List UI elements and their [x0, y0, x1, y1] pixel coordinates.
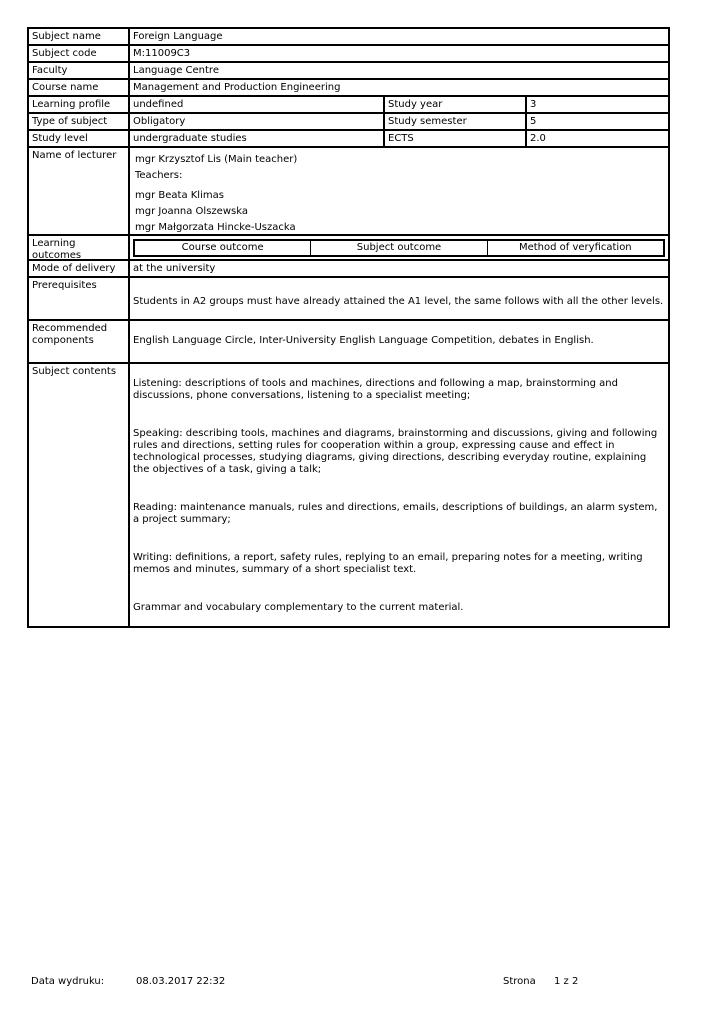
value-learning-profile: undefined: [130, 97, 385, 112]
label-subject-name: Subject name: [29, 29, 130, 44]
content-paragraph-reading: Reading: maintenance manuals, rules and directions, emails, descriptions of buildings, an alarm system, a project summary;: [133, 502, 658, 525]
label-study-level: Study level: [29, 131, 130, 146]
row-subject-name: [29, 29, 668, 46]
page-number: 1 z 2: [554, 976, 579, 987]
row-learning-profile: [29, 97, 668, 114]
value-prerequisites: Students in A2 groups must have already attained the A1 level, the same follows with all the other levels.: [133, 295, 664, 307]
value-study-level: undergraduate studies: [130, 131, 385, 146]
subject-contents-body: [130, 364, 668, 626]
teacher-item: mgr Joanna Olszewska: [135, 206, 248, 217]
label-recommended-components: Recommended components: [29, 321, 130, 362]
main-teacher: mgr Krzysztof Lis (Main teacher): [135, 154, 298, 165]
row-subject-contents: [29, 364, 668, 626]
row-faculty: [29, 63, 668, 80]
label-study-year: Study year: [385, 97, 527, 112]
content-paragraph-grammar: Grammar and vocabulary complementary to the current material.: [133, 602, 464, 613]
value-faculty: Language Centre: [133, 65, 219, 76]
content-paragraph-speaking: Speaking: describing tools, machines and diagrams, brainstorming and discussions, giving and following rules and directions, setting rules for cooperation within a group, expressing cause and effect in technological processes, studying diagrams, giving directions, describing everyday routine, explaining the objectives of a task, giving a talk;: [133, 428, 658, 475]
value-ects: 2.0: [530, 133, 546, 144]
outcomes-header-table: [133, 239, 665, 257]
header-method-of-verification: Method of veryfication: [518, 242, 632, 253]
label-course-name: Course name: [29, 80, 130, 95]
label-subject-code: Subject code: [29, 46, 130, 61]
lecturer-list: [130, 148, 668, 234]
teachers-label: Teachers:: [135, 170, 183, 181]
row-course-name: [29, 80, 668, 97]
row-subject-code: [29, 46, 668, 63]
value-study-year: 3: [530, 99, 537, 110]
value-mode-of-delivery: at the university: [133, 263, 216, 274]
label-learning-profile: Learning profile: [29, 97, 130, 112]
teacher-item: mgr Beata Klimas: [135, 190, 224, 201]
print-date-value: 08.03.2017 22:32: [136, 976, 226, 987]
header-subject-outcome: Subject outcome: [311, 241, 487, 255]
header-course-outcome: Course outcome: [135, 241, 311, 255]
value-recommended-components: English Language Circle, Inter-University English Language Competition, debates in English.: [133, 334, 594, 346]
value-course-name: Management and Production Engineering: [133, 82, 341, 93]
row-prerequisites: [29, 278, 668, 321]
label-subject-contents: Subject contents: [29, 364, 130, 626]
value-study-semester: 5: [530, 116, 537, 127]
label-faculty: Faculty: [29, 63, 130, 78]
label-mode-of-delivery: Mode of delivery: [29, 261, 130, 276]
label-prerequisites: Prerequisites: [29, 278, 130, 319]
value-subject-name: Foreign Language: [133, 31, 223, 42]
value-type-of-subject: Obligatory: [130, 114, 385, 129]
label-learning-outcomes: Learning outcomes: [29, 236, 130, 259]
row-learning-outcomes: [29, 236, 668, 261]
label-study-semester: Study semester: [385, 114, 527, 129]
label-ects: ECTS: [385, 131, 527, 146]
teacher-item: mgr Małgorzata Hincke-Uszacka: [135, 222, 296, 233]
value-subject-code: M:11009C3: [133, 48, 191, 59]
row-study-level: [29, 131, 668, 148]
page-footer: [31, 975, 631, 989]
row-lecturer: [29, 148, 668, 236]
row-mode-of-delivery: [29, 261, 668, 278]
row-recommended-components: [29, 321, 668, 364]
page-label: Strona: [503, 976, 536, 987]
label-lecturer: Name of lecturer: [29, 148, 130, 234]
label-type-of-subject: Type of subject: [29, 114, 130, 129]
content-paragraph-listening: Listening: descriptions of tools and machines, directions and following a map, brainstorming and discussions, phone conversations, listening to a specialist meeting;: [133, 378, 618, 401]
syllabus-table: [27, 27, 670, 628]
print-date-label: Data wydruku:: [31, 976, 105, 987]
row-type-of-subject: [29, 114, 668, 131]
content-paragraph-writing: Writing: definitions, a report, safety rules, replying to an email, preparing notes for a meeting, writing memos and minutes, summary of a short specialist text.: [133, 552, 643, 575]
